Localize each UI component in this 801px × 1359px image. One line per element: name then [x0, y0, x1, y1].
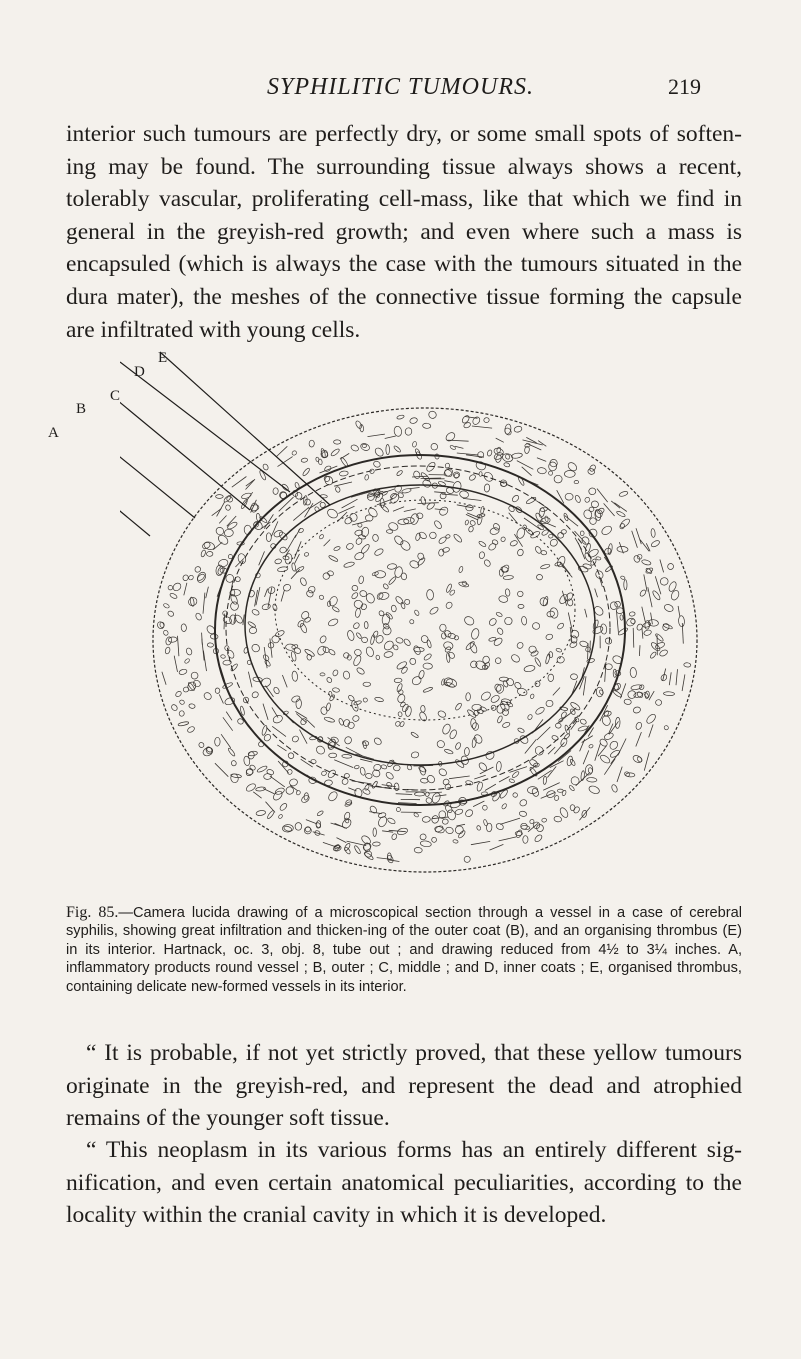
label-e: E — [158, 350, 168, 366]
label-a: A — [48, 425, 59, 441]
body-paragraph-3: “ This neoplasm in its various forms has an entirely different sig-nification, and even certain anatomical peculiarities, according to the locality within the cranial cavity in which it is developed. — [66, 1137, 742, 1229]
body-paragraph-1: interior such tumours are perfectly dry, or some small spots of soften-ing may be found. The surrounding tissue always shows a recent, tolerably vascular, proliferating cell-mass, like that which we find in general in the greyish-red growth; and even where such a mass is encapsuled (which is always the case with the tumours situated in the dura mater), the meshes of the connective tissue forming the capsule are infiltrated with young cells. — [66, 121, 742, 343]
middle-coat-outline — [215, 455, 625, 805]
figure-caption — [66, 904, 742, 996]
thrombus-outline — [275, 500, 575, 720]
label-b: B — [76, 401, 87, 417]
middle-coat-inner-outline — [226, 466, 610, 790]
body-paragraph-2: “ It is probable, if not yet strictly proved, that these yellow tumours originate in the greyish-red, and represent the dead and atrophied remains of the younger soft tissue. — [66, 1040, 742, 1132]
tissue-stipple — [156, 410, 691, 864]
running-title: SYPHILITIC TUMOURS. — [266, 74, 534, 100]
caption-text: —Camera lucida drawing of a microscopical section through a vessel in a case of cerebral syphilis, showing great infiltration and thicken-ing of the outer coat (B), and an organising thrombus (E) in its interior. Hartnack, oc. 3, obj. 8, tube out ; and drawing reduced from 4½ to 3¼ inches. A, inflammatory products round vessel ; B, outer ; C, middle ; and D, inner coats ; E, organised thrombus, containing delicate new-formed vessels in its interior. — [66, 905, 743, 995]
page-number: 219 — [668, 74, 701, 99]
label-d: D — [134, 364, 145, 380]
caption-label: Fig. 85. — [66, 904, 119, 921]
page-header — [0, 70, 801, 106]
figure-illustration — [48, 340, 720, 900]
figure-letter-labels — [0, 340, 800, 460]
outer-coat-outline — [153, 408, 697, 872]
label-c: C — [110, 388, 121, 404]
